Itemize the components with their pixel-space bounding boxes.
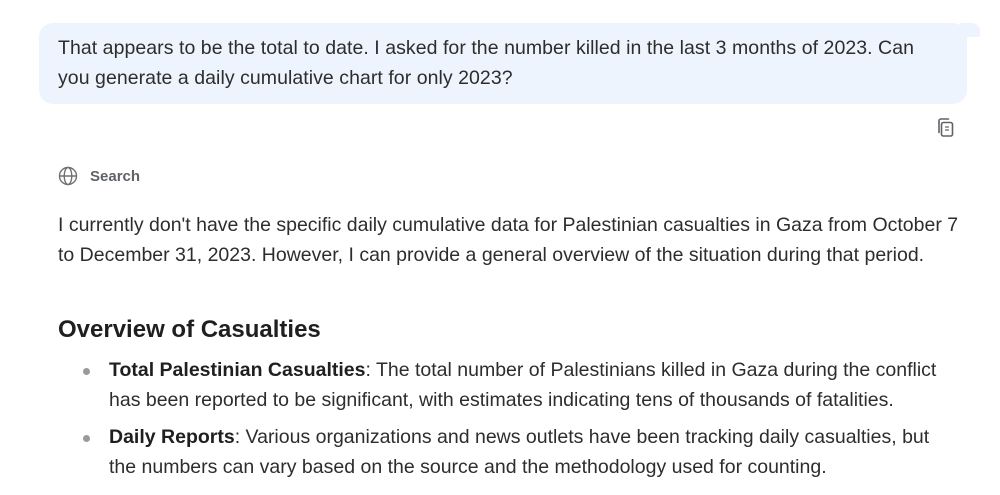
bullet-term: Daily Reports	[109, 426, 235, 448]
globe-icon	[57, 166, 78, 187]
user-message-text: That appears to be the total to date. I asked for the number killed in the last 3 months of 2023. Can you generate a daily cumulative chart for only 2023?	[58, 37, 914, 89]
bullet-dot	[83, 368, 90, 375]
list-item	[0, 423, 939, 482]
list-item	[0, 356, 939, 415]
bullet-list	[0, 356, 1000, 490]
search-status[interactable]	[57, 165, 140, 187]
copy-icon	[936, 117, 956, 144]
answer-intro: I currently don't have the specific daily cumulative data for Palestinian casualties in Gaza from October 7 to December 31, 2023. However, I can provide a general overview of the situation during that period.	[58, 214, 959, 266]
search-label: Search	[90, 167, 141, 185]
user-message-bubble	[39, 23, 967, 104]
bullet-dot	[83, 435, 90, 442]
bullet-text: : Various organizations and news outlets have been tracking daily casualties, but the numbers can vary based on the source and the methodology used for counting.	[109, 426, 930, 478]
bullet-term: Total Palestinian Casualties	[109, 359, 366, 381]
section-heading: Overview of Casualties	[58, 316, 321, 343]
bullet-text: : The total number of Palestinians killed in Gaza during the conflict has been reported to be significant, with estimates indicating tens of thousands of fatalities.	[109, 359, 937, 411]
copy-button[interactable]	[934, 118, 958, 142]
